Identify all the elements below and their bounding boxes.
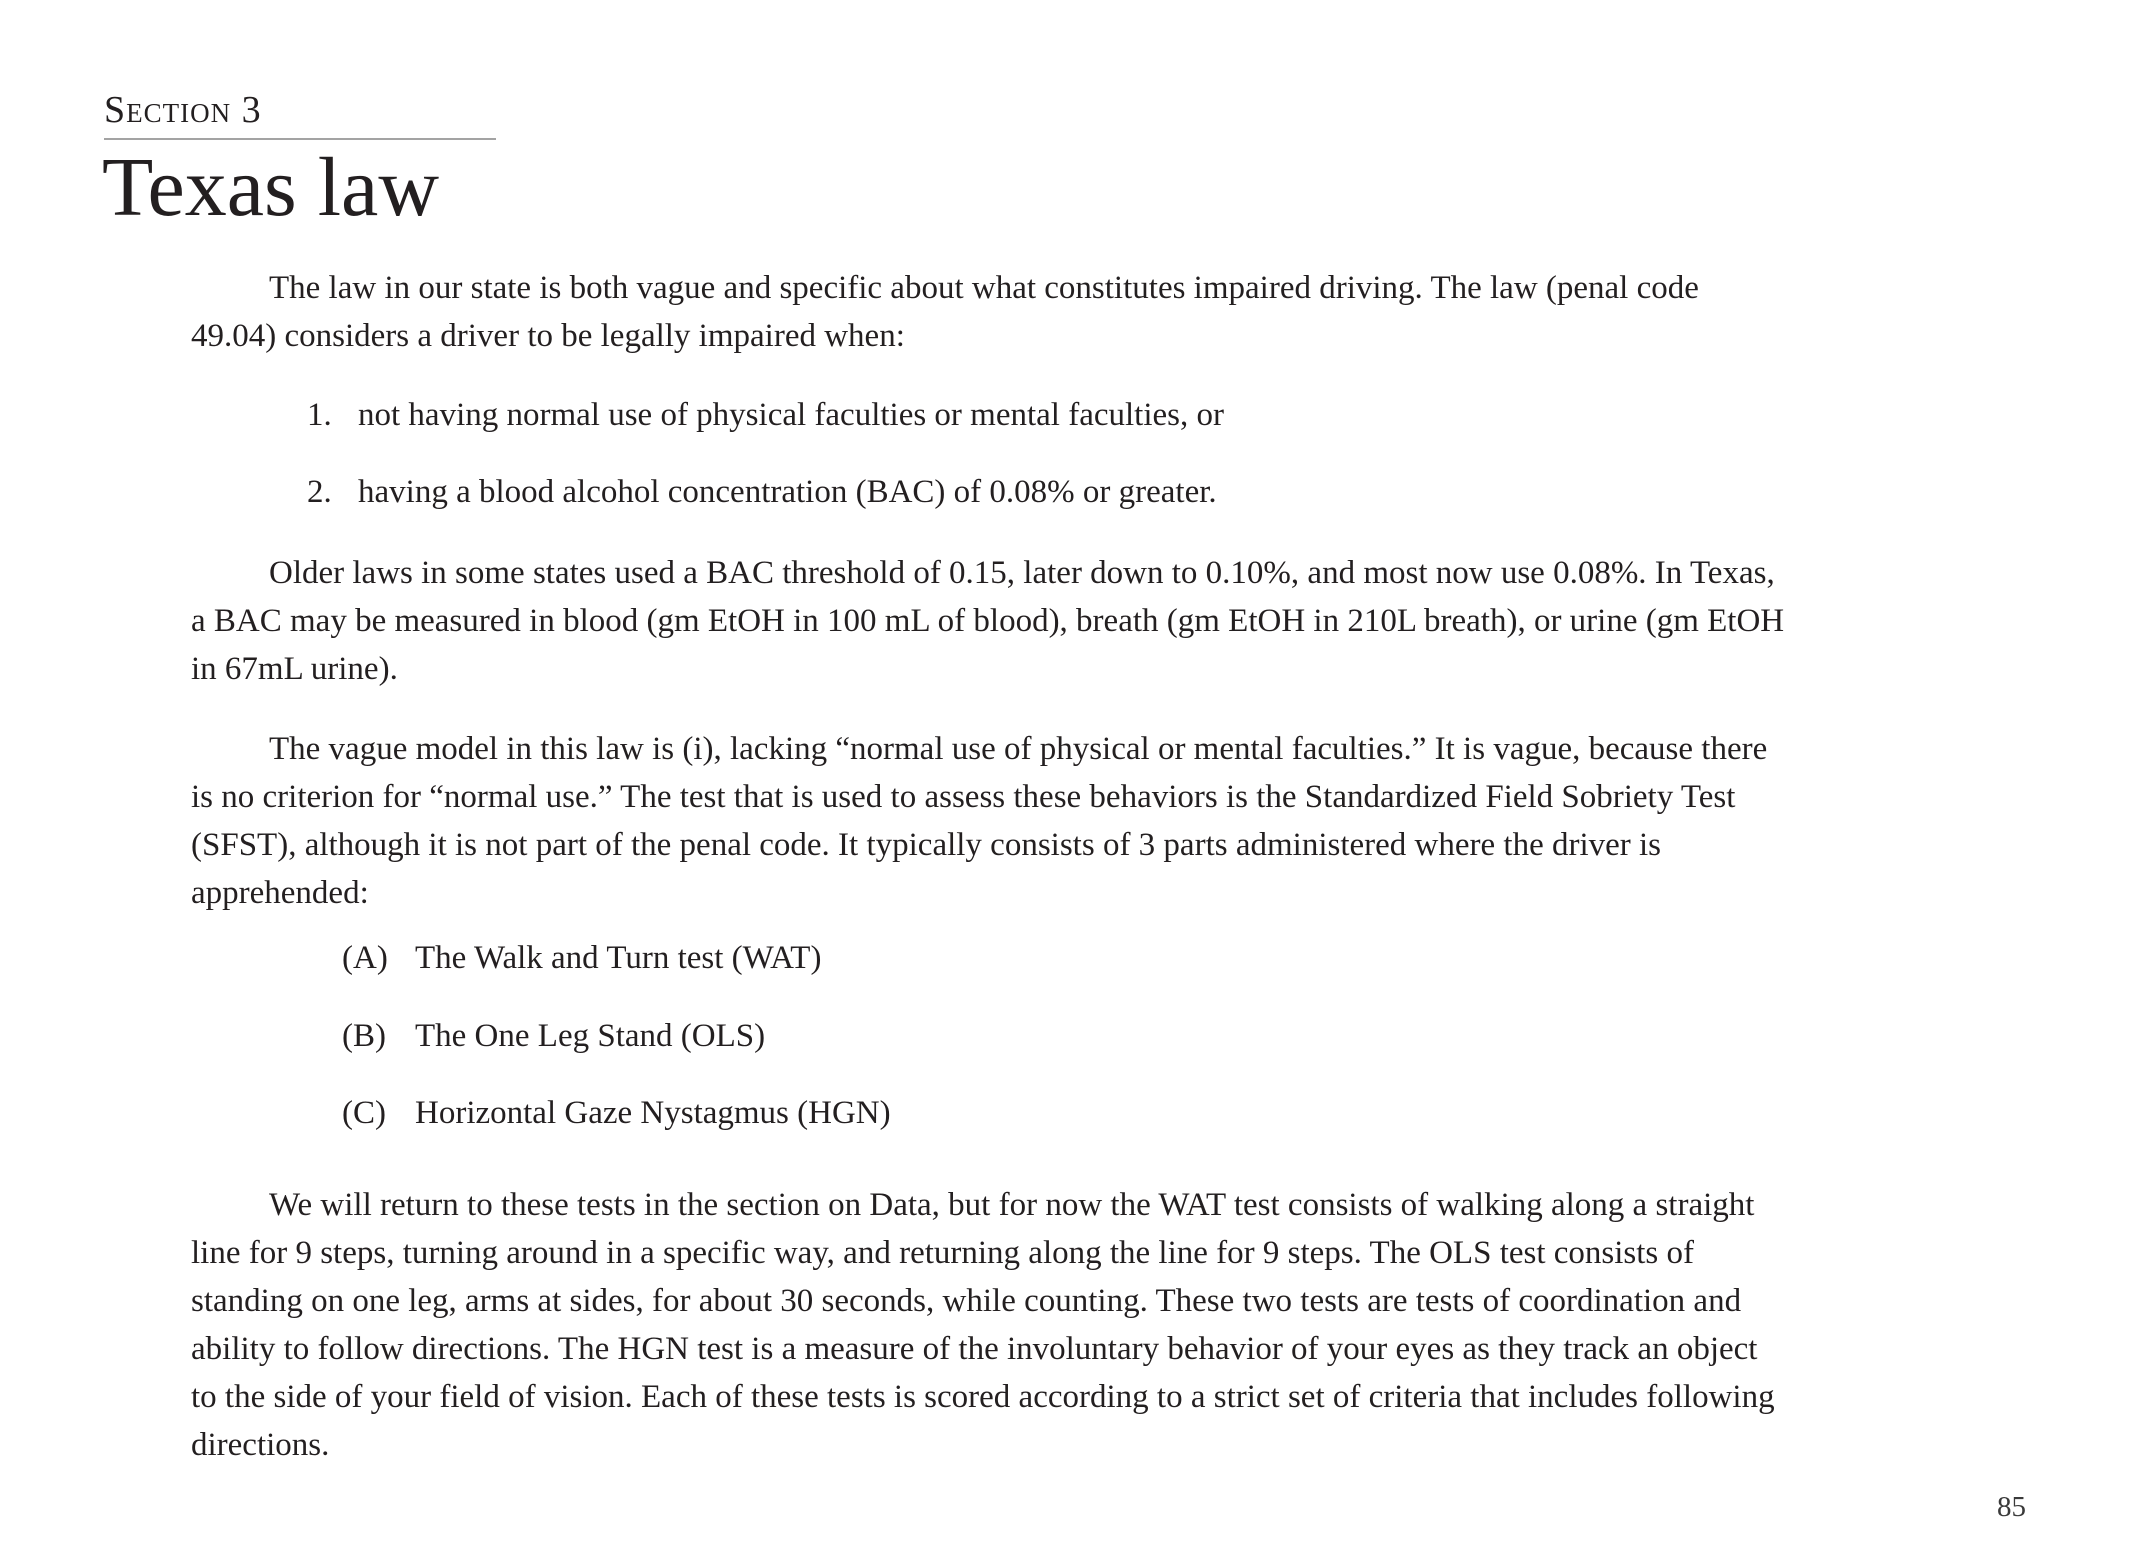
section-label: Section 3 <box>104 89 262 131</box>
list-marker: (A) <box>342 940 388 976</box>
list-marker: (C) <box>342 1095 386 1131</box>
list-item <box>342 934 821 982</box>
text-line: is no criterion for “normal use.” The test that is used to assess these behaviors is the Standardized Field Sobriety Test <box>191 779 1736 815</box>
text-line: 49.04) considers a driver to be legally impaired when: <box>191 318 905 354</box>
list-item-text: The Walk and Turn test (WAT) <box>415 940 822 976</box>
list-marker: (B) <box>342 1018 386 1054</box>
list-item <box>342 1012 765 1060</box>
list-marker: 1. <box>307 397 332 433</box>
text-line: apprehended: <box>191 875 369 911</box>
text-line: standing on one leg, arms at sides, for about 30 seconds, while counting. These two tests are tests of coordination and <box>191 1283 1742 1319</box>
page-number: 85 <box>1997 1491 2026 1523</box>
list-item-text: The One Leg Stand (OLS) <box>415 1018 766 1054</box>
text-line: The law in our state is both vague and specific about what constitutes impaired driving. The law (penal code <box>269 270 1699 306</box>
list-item-text: Horizontal Gaze Nystagmus (HGN) <box>415 1095 891 1131</box>
list-item <box>307 391 1224 439</box>
text-line: a BAC may be measured in blood (gm EtOH in 100 mL of blood), breath (gm EtOH in 210L breath), or urine (gm EtOH <box>191 603 1785 639</box>
text-line: directions. <box>191 1427 330 1463</box>
text-line: We will return to these tests in the section on Data, but for now the WAT test consists of walking along a straight <box>269 1187 1755 1223</box>
paragraph-bac-history <box>191 549 1951 693</box>
text-line: in 67mL urine). <box>191 651 398 687</box>
list-marker: 2. <box>307 474 332 510</box>
paragraph-tests-description <box>191 1181 1951 1469</box>
text-line: ability to follow directions. The HGN test is a measure of the involuntary behavior of your eyes as they track an object <box>191 1331 1758 1367</box>
text-line: to the side of your field of vision. Each of these tests is scored according to a strict set of criteria that includes following <box>191 1379 1775 1415</box>
paragraph-vague-model <box>191 725 1951 917</box>
page-title: Texas law <box>102 141 439 234</box>
text-line: Older laws in some states used a BAC threshold of 0.15, later down to 0.10%, and most now use 0.08%. In Texas, <box>269 555 1775 591</box>
text-line: The vague model in this law is (i), lacking “normal use of physical or mental faculties.” It is vague, because there <box>269 731 1768 767</box>
list-item-text: not having normal use of physical faculties or mental faculties, or <box>358 397 1224 433</box>
list-item-text: having a blood alcohol concentration (BAC) of 0.08% or greater. <box>358 474 1217 510</box>
list-item <box>342 1089 891 1137</box>
text-line: (SFST), although it is not part of the penal code. It typically consists of 3 parts administered where the driver is <box>191 827 1662 863</box>
list-item <box>307 468 1217 516</box>
text-line: line for 9 steps, turning around in a specific way, and returning along the line for 9 steps. The OLS test consists of <box>191 1235 1695 1271</box>
paragraph-intro <box>191 264 1951 360</box>
